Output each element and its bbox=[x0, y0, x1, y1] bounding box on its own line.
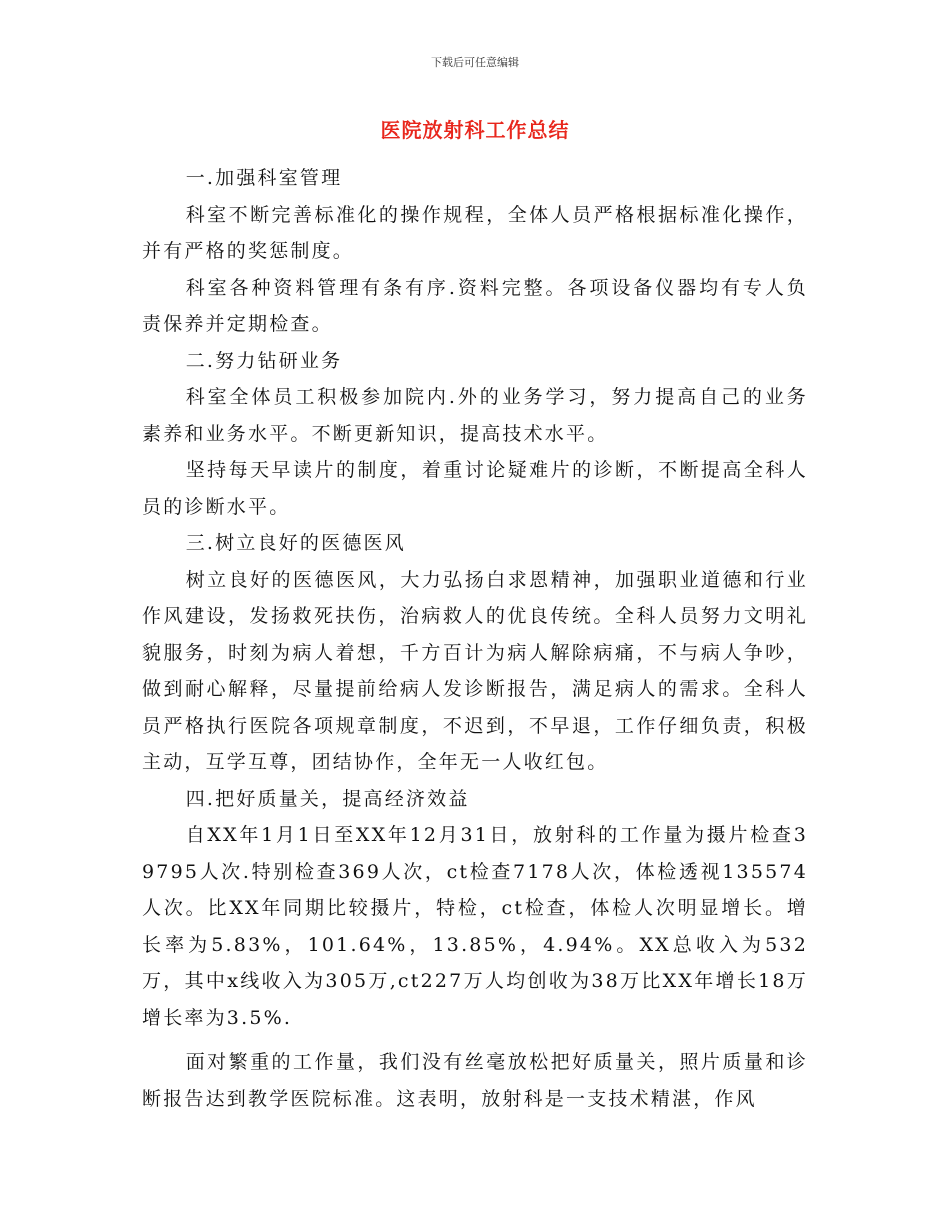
paragraph: 树立良好的医德医风，大力弘扬白求恩精神，加强职业道德和行业作风建设，发扬救死扶伤，治病救人的优良传统。全科人员努力文明礼貌服务，时刻为病人着想，千方百计为病人解除病痛，不与病人争吵，做到耐心解释，尽量提前给病人发诊断报告，满足病人的需求。全科人员严格执行医院各项规章制度，不迟到，不早退，工作仔细负责，积极主动，互学互尊，团结协作，全年无一人收红包。 bbox=[142, 568, 808, 773]
paragraph: 自XX年1月1日至XX年12月31日，放射科的工作量为摄片检查39795人次.特别检查369人次，ct检查7178人次，体检透视135574人次。比XX年同期比较摄片，特检，ct检查，体检人次明显增长。增长率为5.83%，101.64%，13.85%，4.94%。XX总收入为532万，其中x线收入为305万,ct227万人均创收为38万比XX年增长18万增长率为3.5%. bbox=[142, 824, 808, 1029]
paragraph: 科室不断完善标准化的操作规程，全体人员严格根据标准化操作，并有严格的奖惩制度。 bbox=[142, 203, 808, 262]
document-body bbox=[142, 160, 808, 1117]
section-heading-4: 四.把好质量关，提高经济效益 bbox=[185, 787, 470, 810]
paragraph: 面对繁重的工作量，我们没有丝毫放松把好质量关，照片质量和诊断报告达到教学医院标准。这表明，放射科是一支技术精湛，作风 bbox=[142, 1051, 808, 1110]
header-note: 下载后可任意编辑 bbox=[431, 56, 519, 69]
section-heading-1: 一.加强科室管理 bbox=[185, 167, 343, 189]
document-title: 医院放射科工作总结 bbox=[380, 118, 570, 142]
section-heading-3: 三.树立良好的医德医风 bbox=[185, 532, 406, 554]
paragraph: 科室全体员工积极参加院内.外的业务学习，努力提高自己的业务素养和业务水平。不断更新知识，提高技术水平。 bbox=[142, 386, 808, 445]
paragraph: 坚持每天早读片的制度，着重讨论疑难片的诊断，不断提高全科人员的诊断水平。 bbox=[142, 459, 808, 518]
paragraph: 科室各种资料管理有条有序.资料完整。各项设备仪器均有专人负责保养并定期检查。 bbox=[142, 276, 808, 335]
section-heading-2: 二.努力钻研业务 bbox=[185, 349, 343, 372]
